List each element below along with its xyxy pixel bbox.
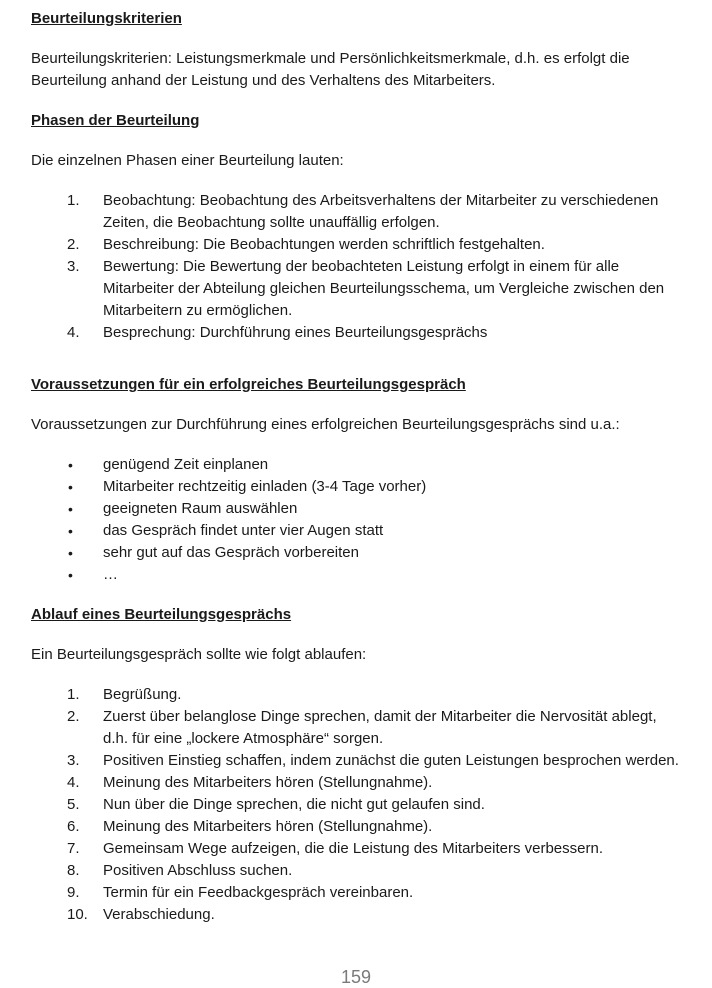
list-item-text: Beschreibung: Die Beobachtungen werden schriftlich festgehalten.	[103, 236, 545, 253]
section-paragraph: Voraussetzungen zur Durchführung eines erfolgreichen Beurteilungsgesprächs sind u.a.:	[31, 416, 620, 433]
list-item-text: Meinung des Mitarbeiters hören (Stellungnahme).	[103, 774, 433, 791]
document-page	[31, 8, 681, 926]
list-item-text: sehr gut auf das Gespräch vorbereiten	[103, 544, 359, 561]
list-marker: 4.	[67, 324, 80, 341]
list-item-text: Termin für ein Feedbackgespräch vereinbaren.	[103, 884, 414, 901]
list-item	[31, 256, 681, 322]
list-item-text: Verabschiedung.	[103, 906, 215, 923]
list-item-text: Besprechung: Durchführung eines Beurteilungsgesprächs	[103, 324, 488, 341]
list-item-text: das Gespräch findet unter vier Augen statt	[103, 522, 384, 539]
page-number: 159	[340, 967, 372, 987]
list-marker: 3.	[67, 258, 80, 275]
list-item	[31, 794, 681, 816]
list-item	[31, 476, 681, 498]
list-item	[31, 860, 681, 882]
list-item	[31, 542, 681, 564]
list-item-text: Nun über die Dinge sprechen, die nicht gut gelaufen sind.	[103, 796, 485, 813]
list-marker: 1.	[67, 686, 80, 703]
list-item-text: Bewertung: Die Bewertung der beobachteten Leistung erfolgt in einem für alle Mitarbeiter der Abteilung gleichen Beurteilungsschema, um Vergleiche zwischen den Mitarbeitern zu ermöglichen.	[103, 258, 665, 319]
section-heading-ablauf: Ablauf eines Beurteilungsgesprächs	[31, 606, 292, 623]
requirements-list	[31, 454, 681, 586]
list-item	[31, 498, 681, 520]
list-item-text: Gemeinsam Wege aufzeigen, die die Leistung des Mitarbeiters verbessern.	[103, 840, 603, 857]
bullet-marker: •	[68, 501, 73, 517]
list-item	[31, 564, 681, 586]
list-item	[31, 684, 681, 706]
list-marker: 5.	[67, 796, 80, 813]
list-item	[31, 882, 681, 904]
list-marker: 6.	[67, 818, 80, 835]
section-paragraph: Die einzelnen Phasen einer Beurteilung lauten:	[31, 152, 344, 169]
list-item-text: Positiven Einstieg schaffen, indem zunächst die guten Leistungen besprochen werden.	[103, 752, 679, 769]
list-marker: 10.	[67, 906, 88, 923]
bullet-marker: •	[68, 479, 73, 495]
procedure-list	[31, 684, 681, 926]
list-item	[31, 772, 681, 794]
phases-list	[31, 190, 681, 344]
list-item	[31, 520, 681, 542]
list-marker: 3.	[67, 752, 80, 769]
section-heading-beurteilungskriterien: Beurteilungskriterien	[31, 10, 182, 27]
section-paragraph: Ein Beurteilungsgespräch sollte wie folgt ablaufen:	[31, 646, 367, 663]
list-item-text: Positiven Abschluss suchen.	[103, 862, 293, 879]
list-item-text: geeigneten Raum auswählen	[103, 500, 298, 517]
list-marker: 4.	[67, 774, 80, 791]
bullet-marker: •	[68, 523, 73, 539]
bullet-marker: •	[68, 567, 73, 583]
list-item-text: Mitarbeiter rechtzeitig einladen (3-4 Tage vorher)	[103, 478, 427, 495]
list-item	[31, 190, 681, 234]
list-item	[31, 750, 681, 772]
list-item	[31, 322, 681, 344]
list-marker: 1.	[67, 192, 80, 209]
list-marker: 9.	[67, 884, 80, 901]
list-item	[31, 904, 681, 926]
list-marker: 2.	[67, 236, 80, 253]
bullet-marker: •	[68, 457, 73, 473]
list-item	[31, 454, 681, 476]
list-marker: 2.	[67, 708, 80, 725]
section-heading-phasen: Phasen der Beurteilung	[31, 112, 200, 129]
section-paragraph: Beurteilungskriterien: Leistungsmerkmale und Persönlichkeitsmerkmale, d.h. es erfolgt die Beurteilung anhand der Leistung und des Verhaltens des Mitarbeiters.	[31, 50, 630, 89]
list-item-text: Zuerst über belanglose Dinge sprechen, damit der Mitarbeiter die Nervosität ablegt, d.h. für eine „lockere Atmosphäre“ sorgen.	[103, 708, 657, 747]
list-item	[31, 838, 681, 860]
list-item	[31, 816, 681, 838]
list-item-text: Begrüßung.	[103, 686, 182, 703]
list-marker: 7.	[67, 840, 80, 857]
bullet-marker: •	[68, 545, 73, 561]
list-item	[31, 706, 681, 750]
list-item-text: genügend Zeit einplanen	[103, 456, 269, 473]
list-item-text: …	[103, 566, 118, 583]
list-marker: 8.	[67, 862, 80, 879]
list-item	[31, 234, 681, 256]
list-item-text: Beobachtung: Beobachtung des Arbeitsverhaltens der Mitarbeiter zu verschiedenen Zeiten, die Beobachtung sollte unauffällig erfolgen.	[103, 192, 659, 231]
list-item-text: Meinung des Mitarbeiters hören (Stellungnahme).	[103, 818, 433, 835]
section-heading-voraussetzungen: Voraussetzungen für ein erfolgreiches Beurteilungsgespräch	[31, 376, 466, 393]
